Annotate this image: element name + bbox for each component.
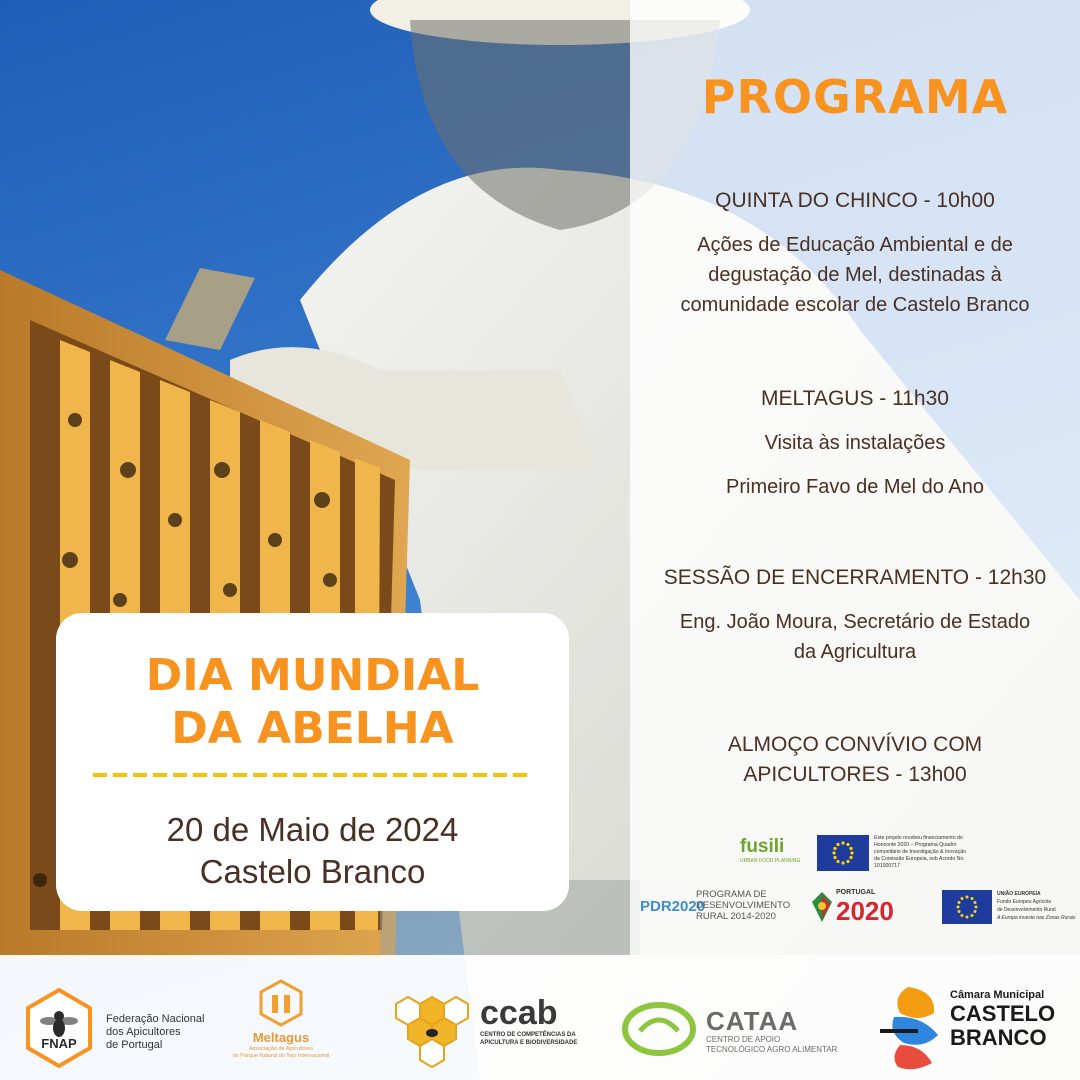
program-item-description: comunidade escolar de Castelo Branco	[680, 294, 1030, 316]
ccab-wordmark: ccab	[480, 994, 558, 1032]
program-item-quinta	[630, 186, 1080, 320]
dashed-divider	[93, 773, 532, 777]
program-item-description: degustação de Mel, destinadas à	[708, 264, 1002, 286]
eu-flag-icon	[817, 835, 869, 871]
portugal2020-logo	[836, 888, 926, 925]
pdr2020-logo	[640, 888, 706, 926]
castelo-branco-logo	[950, 989, 1070, 1050]
event-meta	[56, 809, 569, 893]
eu-union-text	[997, 890, 1079, 922]
program-title: PROGRAMA	[701, 70, 1009, 124]
program-item-heading: ALMOÇO CONVÍVIO COM	[727, 733, 983, 756]
eu-union-title: UNIÃO EUROPEIA	[997, 891, 1041, 897]
cataa-logo	[706, 1007, 866, 1055]
cataa-sub-line: CENTRO DE APOIO	[706, 1035, 781, 1044]
event-card	[56, 613, 569, 911]
program-item-heading: QUINTA DO CHINCO - 10h00	[715, 189, 995, 212]
event-title-line: DIA MUNDIAL	[145, 650, 480, 701]
fnap-name	[106, 1013, 216, 1052]
meltagus-sub-line: do Parque Natural do Tejo Internacional	[232, 1053, 330, 1059]
castelo-branco-emblem-icon	[878, 983, 946, 1073]
event-title-line: DA ABELHA	[171, 703, 454, 754]
program-item-description: da Agricultura	[793, 641, 917, 663]
fusili-logo	[740, 830, 810, 872]
program-item-description: Primeiro Favo de Mel do Ano	[726, 476, 984, 498]
partners-bar	[0, 955, 1080, 1080]
pdr2020-text	[696, 889, 806, 922]
fnap-name-line: de Portugal	[106, 1039, 163, 1051]
event-title	[56, 649, 569, 755]
fnap-logo	[24, 988, 94, 1068]
program-panel	[630, 0, 1080, 955]
meltagus-sub-line: Associação de Apicultores	[248, 1046, 314, 1052]
eu-note-line: da Comissão Europeia, sob Acordo No.	[874, 856, 965, 862]
fnap-wordmark: FNAP	[41, 1036, 77, 1051]
ccab-sub-line: APICULTURA E BIODIVERSIDADE	[480, 1040, 578, 1046]
eu-note-line: Horizonte 2020 – Programa Quadro	[874, 842, 957, 848]
cataa-sub-line: TECNOLÓGICO AGRO ALIMENTAR	[706, 1045, 838, 1054]
program-item-description: Eng. João Moura, Secretário de Estado	[679, 611, 1031, 633]
pdr-text-line: PROGRAMA DE	[696, 889, 767, 900]
fusili-wordmark: fusili	[740, 836, 785, 857]
fnap-name-line: Federação Nacional	[106, 1013, 205, 1025]
program-item-encerramento	[630, 563, 1080, 667]
program-item-meltagus	[630, 384, 1080, 502]
camara-label: Câmara Municipal	[950, 989, 1045, 1001]
pdr2020-mark: PDR2020	[640, 898, 706, 915]
pdr-text-line: DESENVOLVIMENTO	[696, 900, 791, 911]
ccab-honeycomb-icon	[388, 991, 476, 1071]
camara-name-line: CASTELO	[950, 1001, 1056, 1026]
program-item-heading: SESSÃO DE ENCERRAMENTO - 12h30	[663, 566, 1047, 589]
portugal-emblem-icon	[810, 890, 834, 924]
pdr-text-line: RURAL 2014-2020	[696, 911, 776, 922]
meltagus-logo	[218, 1030, 344, 1060]
event-location: Castelo Branco	[199, 853, 426, 890]
eu-union-line: de Desenvolvimento Rural	[997, 907, 1056, 913]
eu-funding-note	[874, 835, 994, 870]
ccab-logo	[480, 995, 590, 1047]
camara-name-line: BRANCO	[950, 1025, 1047, 1050]
program-item-description: Ações de Educação Ambiental e de	[697, 234, 1013, 256]
cataa-emblem-icon	[622, 1001, 696, 1057]
fnap-name-line: dos Apicultores	[106, 1026, 181, 1038]
eu-note-line: Este projeto recebeu financiamento do	[874, 835, 963, 841]
program-item-heading: MELTAGUS - 11h30	[761, 387, 949, 410]
eu-flag-icon-2	[942, 890, 992, 924]
cataa-wordmark: CATAA	[706, 1006, 799, 1036]
event-date: 20 de Maio de 2024	[166, 811, 459, 848]
eu-union-line: A Europa investe nas Zonas Rurais	[997, 915, 1076, 921]
meltagus-wordmark: Meltagus	[252, 1030, 310, 1045]
ccab-sub-line: CENTRO DE COMPETÊNCIAS DA	[480, 1032, 576, 1038]
program-item-almoco	[630, 730, 1080, 790]
program-item-heading: APICULTORES - 13h00	[743, 763, 967, 786]
program-item-description: Visita às instalações	[764, 432, 946, 454]
portugal-label: PORTUGAL	[836, 889, 876, 896]
meltagus-emblem-icon	[258, 979, 304, 1027]
fusili-tagline: URBAN FOOD PLANNING	[740, 858, 801, 864]
eu-union-line: Fundo Europeu Agrícola	[997, 899, 1051, 905]
eu-note-line: comunitário de Investigação & Inovação	[874, 849, 966, 855]
eu-note-line: 101000717	[874, 863, 900, 869]
portugal-2020-number: 2020	[836, 896, 894, 926]
